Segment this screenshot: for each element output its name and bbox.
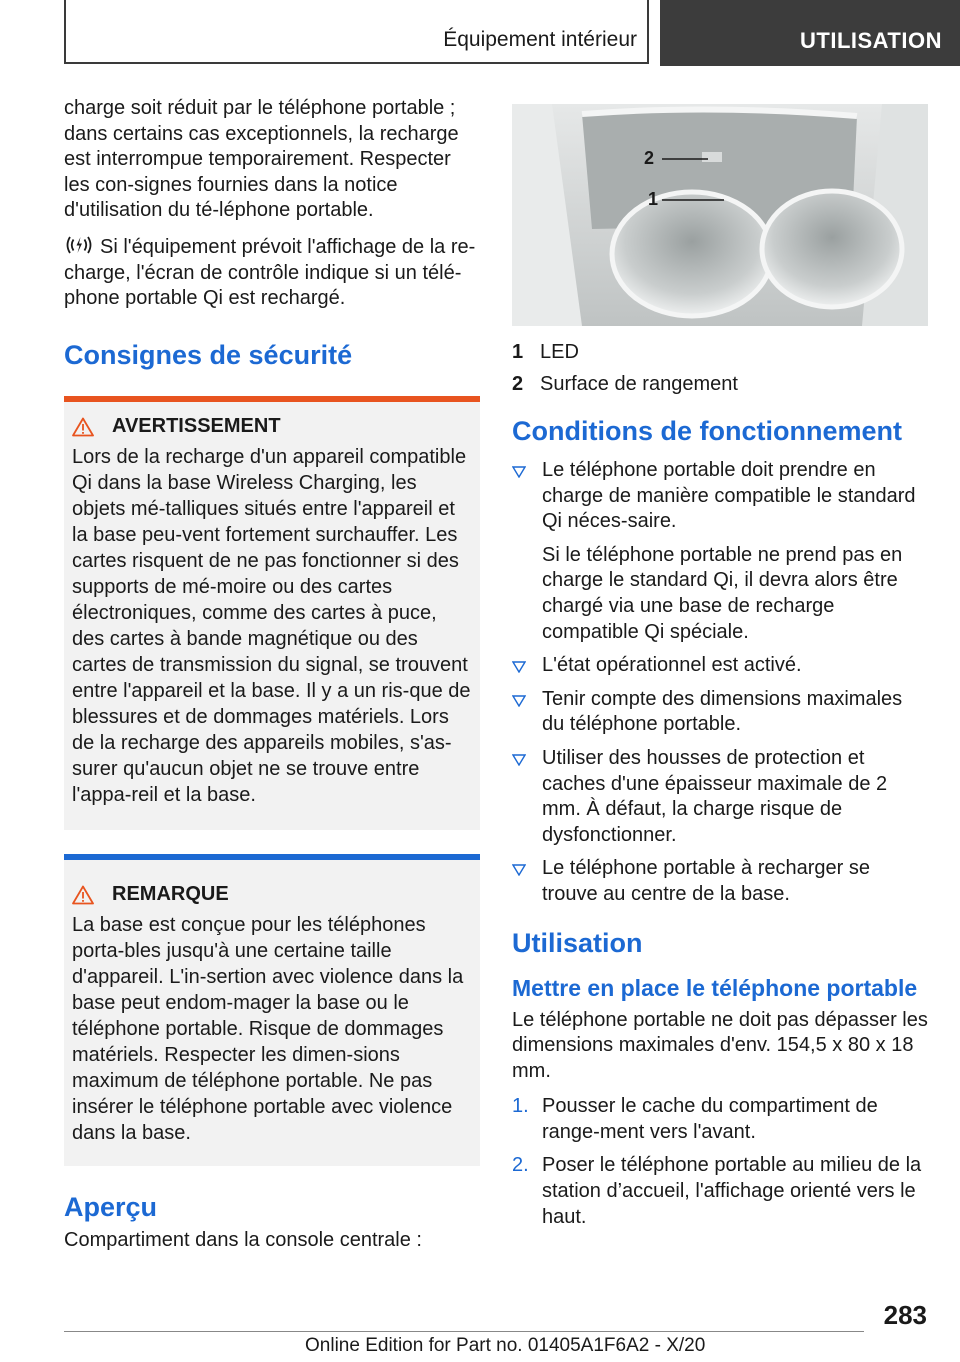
conditions-list <box>512 458 928 908</box>
bullet-triangle-icon <box>512 864 526 876</box>
legend-item <box>512 368 928 400</box>
conditions-item <box>512 856 928 907</box>
charge-note-text: Si l'équipement prévoit l'affichage de la re-charge, l'écran de contrôle indique si un télé-phone portable Qi est rechargé. <box>64 235 476 310</box>
right-column <box>512 96 928 1238</box>
warning-triangle-icon <box>72 417 94 437</box>
place-phone-heading: Mettre en place le téléphone portable <box>512 974 918 1001</box>
note-text: La base est conçue pour les téléphones porta-bles jusqu'à une certaine taille d'appareil. L'in-sertion avec violence dans la base peut endom-mager la base ou le téléphone portable. Risque de dommages matériels. Respecter les dimen-sions maximum de téléphone portable. Ne pas insérer le téléphone portable avec violence dans la base. <box>72 913 464 1144</box>
note-title-row <box>64 878 480 912</box>
conditions-item-text: Utiliser des housses de protection et caches d'une épaisseur maximale de 2 mm. À défaut, la charge risque de dysfonctionner. <box>542 746 888 846</box>
overview-text: Compartiment dans la console centrale : <box>64 1228 422 1251</box>
warning-box <box>64 396 480 830</box>
bullet-triangle-icon <box>512 466 526 478</box>
header-chapter-title: UTILISATION <box>800 28 942 53</box>
wireless-charging-icon <box>64 234 94 256</box>
step-item <box>512 1153 928 1230</box>
conditions-item <box>512 458 928 645</box>
steps-list <box>512 1094 928 1230</box>
bullet-triangle-icon <box>512 695 526 707</box>
footer-divider <box>64 1331 864 1332</box>
step-text: Poser le téléphone portable au milieu de la station d’accueil, l'affichage orienté vers le haut. <box>542 1154 922 1228</box>
legend-item <box>512 336 928 368</box>
conditions-item-extra: Si le téléphone portable ne prend pas en charge le standard Qi, il devra alors être chargé via une base de recharge compatible Qi spéciale. <box>542 543 903 643</box>
usage-heading: Utilisation <box>512 927 643 958</box>
step-number: 2. <box>512 1154 529 1177</box>
conditions-item-text: L'état opérationnel est activé. <box>542 654 802 677</box>
charge-note-paragraph <box>64 234 480 312</box>
caution-triangle-icon <box>72 885 94 905</box>
console-compartment-photo <box>512 104 928 326</box>
warning-title-row <box>64 410 480 444</box>
place-phone-text: Le téléphone portable ne doit pas dépasser les dimensions maximales d'env. 154,5 x 80 x 18 mm. <box>512 1008 928 1082</box>
header-chapter-tab <box>660 0 960 66</box>
legend-num: 1 <box>512 341 524 363</box>
left-column <box>64 96 480 1253</box>
overview-heading: Aperçu <box>64 1191 158 1222</box>
photo-legend <box>512 336 928 400</box>
footer-edition: Online Edition for Part no. 01405A1F6A2 - X/20 <box>305 1335 706 1356</box>
note-title: REMARQUE <box>112 883 229 906</box>
safety-heading: Consignes de sécurité <box>64 339 353 370</box>
bullet-triangle-icon <box>512 661 526 673</box>
legend-text: Surface de rangement <box>540 373 738 395</box>
conditions-heading: Conditions de fonctionnement <box>512 416 902 446</box>
conditions-item-text: Tenir compte des dimensions maximales du téléphone portable. <box>542 687 903 736</box>
page-number: 283 <box>883 1300 927 1330</box>
conditions-item <box>512 687 928 738</box>
warning-text: Lors de la recharge d'un appareil compatible Qi dans la base Wireless Charging, les objets mé-talliques situés entre l'appareil et la base peu-vent fortement surchauffer. Les cartes risquent de ne pas fonctionner si des supports de mé-moire ou des cartes électroniques, comme des cartes à puce, des cartes à bande magnétique ou des cartes de transmission du signal, se trouvent entre l'appareil et la base. Il y a un ris-que de blessures et de dommages matériels. Lors de la recharge des appareils mobiles, s'as-surer qu'aucun objet ne se trouve entre l'appa-reil et la base. <box>72 445 471 806</box>
step-item <box>512 1094 928 1145</box>
conditions-item-text: Le téléphone portable doit prendre en charge de manière compatible le standard Qi néces-saire. <box>542 459 916 533</box>
conditions-item <box>512 746 928 848</box>
photo-callout-1: 1 <box>648 189 659 209</box>
note-box <box>64 854 480 1166</box>
legend-num: 2 <box>512 373 524 395</box>
header-section-title: Équipement intérieur <box>443 28 637 51</box>
warning-title: AVERTISSEMENT <box>112 415 281 438</box>
conditions-item <box>512 653 928 679</box>
photo-callout-2: 2 <box>644 148 655 168</box>
bullet-triangle-icon <box>512 754 526 766</box>
step-number: 1. <box>512 1095 529 1118</box>
header-frame <box>64 0 649 64</box>
step-text: Pousser le cache du compartiment de range-ment vers l'avant. <box>542 1095 878 1143</box>
legend-text: LED <box>540 341 579 363</box>
intro-paragraph: charge soit réduit par le téléphone portable ; dans certains cas exceptionnels, la recharge est interrompue temporairement. Respecter les con-signes fournies dans la notice d'utilisation du té-léphone portable. <box>64 97 459 222</box>
conditions-item-text: Le téléphone portable à recharger se trouve au centre de la base. <box>542 857 871 905</box>
